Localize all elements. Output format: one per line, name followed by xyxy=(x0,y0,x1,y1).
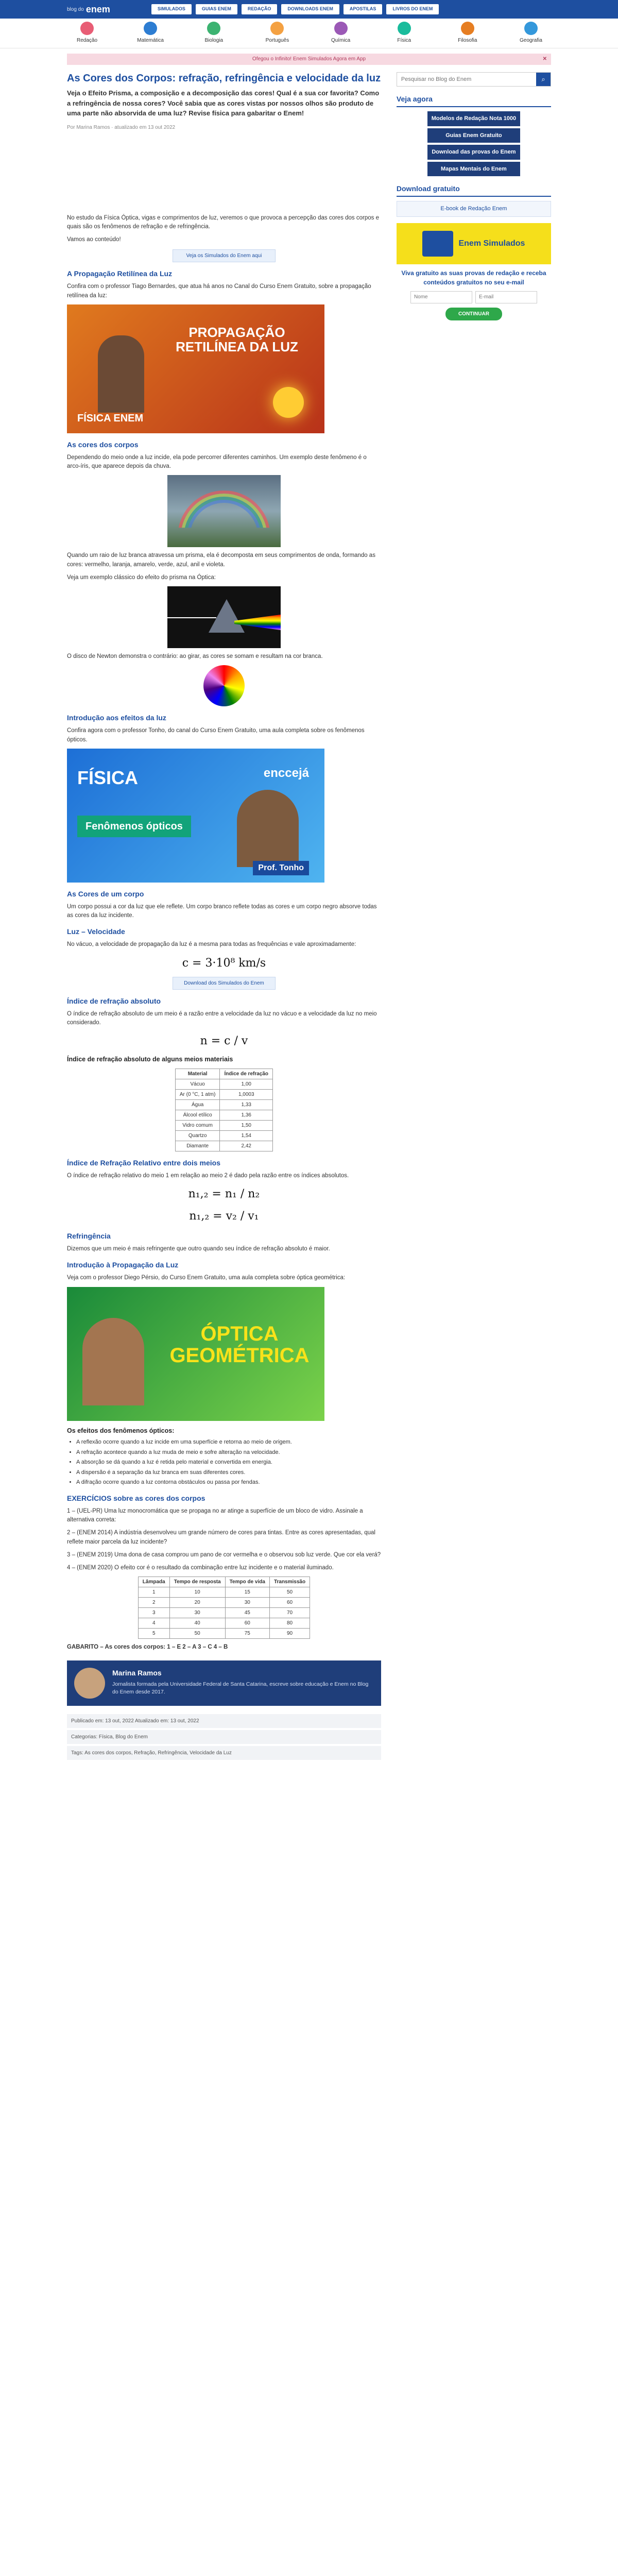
section-text: O disco de Newton demonstra o contrário: ao girar, as cores se somam e resultam na cor branca. xyxy=(67,653,323,659)
table-cell: 70 xyxy=(269,1608,310,1618)
author-name[interactable]: Marina Ramos xyxy=(112,1668,162,1677)
nav-item[interactable]: GUIAS ENEM xyxy=(196,4,237,14)
category-icon xyxy=(524,22,538,35)
page-title: As Cores dos Corpos: refração, refringência e velocidade da luz xyxy=(67,73,381,84)
category-icon xyxy=(398,22,411,35)
table-cell: 45 xyxy=(225,1608,269,1618)
table-cell: Vácuo xyxy=(175,1079,220,1089)
video-subtitle: Fenômenos ópticos xyxy=(77,816,191,837)
exercise-table xyxy=(138,1577,310,1639)
phone-icon xyxy=(422,231,453,257)
video-fenomenos[interactable] xyxy=(67,749,324,883)
prism-image xyxy=(167,586,281,648)
table-header: Tempo de resposta xyxy=(169,1577,225,1587)
table-cell: 1,50 xyxy=(220,1120,273,1130)
table-header: Tempo de vida xyxy=(225,1577,269,1587)
intro-paragraph: Vamos ao conteúdo! xyxy=(67,236,121,243)
table-row xyxy=(175,1089,272,1099)
table-row xyxy=(138,1629,310,1639)
category-item[interactable] xyxy=(511,22,551,48)
table-cell: 15 xyxy=(225,1587,269,1598)
close-icon[interactable]: ✕ xyxy=(542,56,547,62)
nav-item[interactable]: DOWNLOADS ENEM xyxy=(281,4,339,14)
article-meta: Por Marina Ramos · atualizado em 13 out 2022 xyxy=(67,124,176,130)
section-text: Confira agora com o professor Tonho, do canal do Curso Enem Gratuito, uma aula completa sobre os fenômenos ópticos. xyxy=(67,727,365,743)
table-row xyxy=(175,1120,272,1130)
nav-item[interactable]: SIMULADOS xyxy=(151,4,192,14)
top-nav xyxy=(151,4,439,14)
simulados-button[interactable]: Veja os Simulados do Enem aqui xyxy=(173,249,276,262)
table-row xyxy=(138,1618,310,1629)
video-tag: FÍSICA ENEM xyxy=(77,412,144,424)
category-icon xyxy=(207,22,220,35)
table-header: Índice de refração xyxy=(220,1069,273,1079)
section-text: Dizemos que um meio é mais refringente que outro quando seu índice de refração absoluto é maior. xyxy=(67,1246,330,1252)
effects-list xyxy=(67,1438,381,1487)
section-text: O índice de refração absoluto de um meio é a razão entre a velocidade da luz no vácuo e a velocidade da luz no meio considerado. xyxy=(67,1010,377,1026)
search-box xyxy=(397,72,551,87)
table-cell: 20 xyxy=(169,1598,225,1608)
category-item[interactable] xyxy=(194,22,234,48)
promo-text: Ofegou o Infinito! Enem Simulados Agora em App xyxy=(252,56,366,62)
section-text: Confira com o professor Tiago Bernardes, que atua há anos no Canal do Curso Enem Gratuito, sobre a propagação retilínea da luz: xyxy=(67,283,371,299)
video-title: ÓPTICA GEOMÉTRICA xyxy=(169,1322,310,1367)
sidebar-button[interactable]: Mapas Mentais do Enem xyxy=(427,162,520,177)
table-cell: 1,00 xyxy=(220,1079,273,1089)
exercise-item: 1 – (UEL-PR) Uma luz monocromática que se propaga no ar atinge a superfície de um bloco de vidro. Assinale a alternativa correta: xyxy=(67,1507,363,1523)
search-icon[interactable]: ⌕ xyxy=(536,73,551,86)
table-cell: 4 xyxy=(138,1618,169,1629)
category-icon xyxy=(144,22,157,35)
teacher-photo xyxy=(82,1318,144,1405)
table-cell: 60 xyxy=(269,1598,310,1608)
tag-line: Categorias: Física, Blog do Enem xyxy=(67,1730,381,1744)
category-item[interactable] xyxy=(448,22,488,48)
category-item[interactable] xyxy=(384,22,424,48)
table-cell: 80 xyxy=(269,1618,310,1629)
answer-key: GABARITO – As cores dos corpos: 1 – E 2 – A 3 – C 4 – B xyxy=(67,1644,228,1651)
simulados-ad[interactable] xyxy=(397,223,551,264)
teacher-photo xyxy=(237,790,299,867)
white-light-ray xyxy=(167,617,216,618)
section-text: Quando um raio de luz branca atravessa um prisma, ela é decomposta em seus comprimentos de onda, formando as cores: vermelho, laranja, amarelo, verde, azul, anil e violeta. xyxy=(67,552,375,568)
table-cell: Diamante xyxy=(175,1141,220,1151)
table-row xyxy=(175,1079,272,1089)
list-item: • A refração acontece quando a luz muda de meio e sofre alteração na velocidade. xyxy=(76,1448,381,1457)
section-title: Introdução à Propagação da Luz xyxy=(67,1261,179,1269)
table-cell: 1,54 xyxy=(220,1130,273,1141)
search-input[interactable] xyxy=(397,73,536,86)
table-cell: 3 xyxy=(138,1608,169,1618)
table-cell: 50 xyxy=(269,1587,310,1598)
table-cell: 90 xyxy=(269,1629,310,1639)
prism-shape xyxy=(209,599,245,633)
table-row xyxy=(175,1110,272,1120)
table-cell: 75 xyxy=(225,1629,269,1639)
section-title: Refringência xyxy=(67,1232,111,1240)
section-text: Veja com o professor Diego Pérsio, do Curso Enem Gratuito, uma aula completa sobre óptica geométrica: xyxy=(67,1275,346,1281)
table-cell: 60 xyxy=(225,1618,269,1629)
exercises-list xyxy=(67,1507,381,1573)
sidebar-button[interactable]: Guias Enem Gratuito xyxy=(427,128,520,143)
tag-line: Tags: As cores dos corpos, Refração, Refringência, Velocidade da Luz xyxy=(67,1746,381,1760)
sidebar-section-title: Download gratuito xyxy=(397,183,551,197)
table-row xyxy=(175,1130,272,1141)
formula-light-speed: c = 3·10⁸ km/s xyxy=(182,956,266,970)
sidebar xyxy=(397,72,551,1762)
table-cell: 30 xyxy=(225,1598,269,1608)
teacher-photo xyxy=(98,335,144,413)
email-field[interactable] xyxy=(475,291,537,303)
author-bio: Jornalista formada pela Universidade Federal de Santa Catarina, escreve sobre educação e Enem no Blog do Enem desde 2017. xyxy=(112,1681,369,1696)
section-title: EXERCÍCIOS sobre as cores dos corpos xyxy=(67,1494,205,1502)
category-label: Filosofia xyxy=(458,38,477,43)
exercise-item: 4 – (ENEM 2020) O efeito cor é o resultado da combinação entre luz incidente e o material iluminado. xyxy=(67,1565,334,1571)
video-title: PROPAGAÇÃO RETILÍNEA DA LUZ xyxy=(176,324,298,355)
category-icon xyxy=(270,22,284,35)
category-item[interactable] xyxy=(257,22,297,48)
tag-list xyxy=(67,1714,381,1760)
download-button[interactable]: Download dos Simulados do Enem xyxy=(173,977,276,990)
sidebar-button[interactable]: Download das provas do Enem xyxy=(427,145,520,160)
section-text: Dependendo do meio onde a luz incide, ela pode percorrer diferentes caminhos. Um exemplo deste fenômeno é o arco-íris, que aparece depois da chuva. xyxy=(67,454,367,469)
newsletter-form xyxy=(397,291,551,303)
exercise-item: 2 – (ENEM 2014) A indústria desenvolveu um grande número de cores para tintas. Entre as cores apresentadas, qual reflete maior parcela da luz incidente? xyxy=(67,1530,375,1545)
table-cell: 1,36 xyxy=(220,1110,273,1120)
category-label: Matemática xyxy=(137,38,164,43)
table-cell: 50 xyxy=(169,1629,225,1639)
ebook-link[interactable]: E-book de Redação Enem xyxy=(397,201,551,217)
section-title: Introdução aos efeitos da luz xyxy=(67,714,166,722)
table-cell: 1,0003 xyxy=(220,1089,273,1099)
table-header: Transmissão xyxy=(269,1577,310,1587)
section-text: O índice de refração relativo do meio 1 em relação ao meio 2 é dado pela razão entre os índices absolutos. xyxy=(67,1172,349,1179)
newsletter-text: Viva gratuito as suas provas de redação e receba conteúdos gratuitos no seu e-mail xyxy=(401,269,546,286)
tag-line: Publicado em: 13 out, 2022 Atualizado em: 13 out, 2022 xyxy=(67,1714,381,1728)
table-cell: Vidro comum xyxy=(175,1120,220,1130)
name-field[interactable] xyxy=(410,291,472,303)
logo-prefix: blog do xyxy=(67,6,84,12)
category-icon xyxy=(461,22,474,35)
formula-relative-index: n₁,₂ = n₁ / n₂ xyxy=(188,1188,260,1200)
category-label: Redação xyxy=(76,38,98,43)
video-brand: enccejá xyxy=(263,766,309,780)
table-cell: Quartzo xyxy=(175,1130,220,1141)
top-bar xyxy=(0,0,618,19)
table-cell: 1,33 xyxy=(220,1099,273,1110)
category-label: Geografia xyxy=(520,38,542,43)
section-text: No vácuo, a velocidade de propagação da luz é a mesma para todas as frequências e vale aproximadamente: xyxy=(67,941,356,948)
table-header: Material xyxy=(175,1069,220,1079)
section-text: Um corpo possui a cor da luz que ele reflete. Um corpo branco reflete todas as cores e um corpo negro absorve todas as cores da luz incidente. xyxy=(67,903,377,919)
table-cell: 30 xyxy=(169,1608,225,1618)
continue-button[interactable]: CONTINUAR xyxy=(445,308,502,320)
category-label: Biologia xyxy=(204,38,224,43)
sidebar-buttons xyxy=(397,111,551,176)
article xyxy=(67,72,381,1762)
nav-item[interactable]: REDAÇÃO xyxy=(242,4,278,14)
author-box xyxy=(67,1660,381,1706)
rainbow-arc xyxy=(178,490,270,583)
table-cell: 5 xyxy=(138,1629,169,1639)
video-professor: Prof. Tonho xyxy=(253,861,309,875)
sidebar-button[interactable]: Modelos de Redação Nota 1000 xyxy=(427,111,520,126)
list-item: • A dispersão é a separação da luz branca em suas diferentes cores. xyxy=(76,1468,381,1477)
table-row xyxy=(138,1598,310,1608)
nav-item[interactable]: LIVROS DO ENEM xyxy=(386,4,439,14)
category-icon xyxy=(334,22,348,35)
table-cell: Ar (0 °C, 1 atm) xyxy=(175,1089,220,1099)
category-icon xyxy=(80,22,94,35)
table-cell: 2,42 xyxy=(220,1141,273,1151)
category-label: Física xyxy=(397,38,411,43)
video-title: FÍSICA xyxy=(77,767,139,788)
table-cell: 10 xyxy=(169,1587,225,1598)
table-row xyxy=(138,1587,310,1598)
logo-text: enem xyxy=(85,4,110,14)
section-title: A Propagação Retilínea da Luz xyxy=(67,269,173,278)
list-item: • A reflexão ocorre quando a luz incide em uma superfície e retorna ao meio de origem. xyxy=(76,1438,381,1447)
sidebar-section-title: Veja agora xyxy=(397,94,551,107)
table-row xyxy=(175,1099,272,1110)
refraction-table xyxy=(175,1069,273,1151)
table-cell: 1 xyxy=(138,1587,169,1598)
table-cell: Água xyxy=(175,1099,220,1110)
site-logo[interactable] xyxy=(67,3,110,16)
section-title: Índice de Refração Relativo entre dois meios xyxy=(67,1158,220,1167)
intro-paragraph: No estudo da Física Óptica, vigas e comprimentos de luz, veremos o que provoca a percepção das cores dos corpos e quais são os fenômenos de refração e de refringência. xyxy=(67,214,379,230)
section-title: Luz – Velocidade xyxy=(67,927,125,936)
exercise-item: 3 – (ENEM 2019) Uma dona de casa comprou um pano de cor vermelha e o observou sob luz verde. Que cor ela verá? xyxy=(67,1551,381,1558)
section-title: As Cores de um corpo xyxy=(67,889,144,898)
category-item[interactable] xyxy=(321,22,361,48)
video-optica[interactable] xyxy=(67,1287,324,1421)
section-title: Índice de refração absoluto xyxy=(67,996,161,1005)
video-propagacao[interactable] xyxy=(67,304,324,433)
avatar xyxy=(74,1668,105,1699)
list-item: • A absorção se dá quando a luz é retida pelo material e convertida em energia. xyxy=(76,1458,381,1467)
newton-disk-image xyxy=(203,665,245,706)
table-row xyxy=(175,1141,272,1151)
category-item[interactable] xyxy=(67,22,107,48)
promo-banner[interactable] xyxy=(67,54,551,65)
category-label: Química xyxy=(331,38,351,43)
table-header: Lâmpada xyxy=(138,1577,169,1587)
category-item[interactable] xyxy=(130,22,170,48)
table-cell: 2 xyxy=(138,1598,169,1608)
table-title: Índice de refração absoluto de alguns meios materiais xyxy=(67,1056,233,1063)
section-title: As cores dos corpos xyxy=(67,440,139,449)
category-label: Português xyxy=(265,38,289,43)
category-bar xyxy=(0,19,618,48)
section-text: Veja um exemplo clássico do efeito do prisma na Óptica: xyxy=(67,574,216,581)
formula-refraction-index: n = c / v xyxy=(200,1035,248,1047)
list-item: • A difração ocorre quando a luz contorna obstáculos ou passa por fendas. xyxy=(76,1478,381,1487)
table-row xyxy=(138,1608,310,1618)
list-title: Os efeitos dos fenômenos ópticos: xyxy=(67,1427,175,1434)
ad-text: Enem Simulados xyxy=(458,239,525,248)
nav-item[interactable]: APOSTILAS xyxy=(344,4,383,14)
rainbow-image xyxy=(167,475,281,547)
article-lead: Veja o Efeito Prisma, a composição e a decomposição das cores! Qual é a sua cor favorita? Como a refringência de nossa cores? Você sabia que as cores vistas por nossos olhos são produto de uma parte não absorvida de uma luz? Revise física para gabaritar o Enem! xyxy=(67,89,380,117)
table-cell: Álcool etílico xyxy=(175,1110,220,1120)
table-cell: 40 xyxy=(169,1618,225,1629)
sun-icon xyxy=(273,387,304,418)
formula-relative-velocity: n₁,₂ = v₂ / v₁ xyxy=(189,1210,259,1223)
